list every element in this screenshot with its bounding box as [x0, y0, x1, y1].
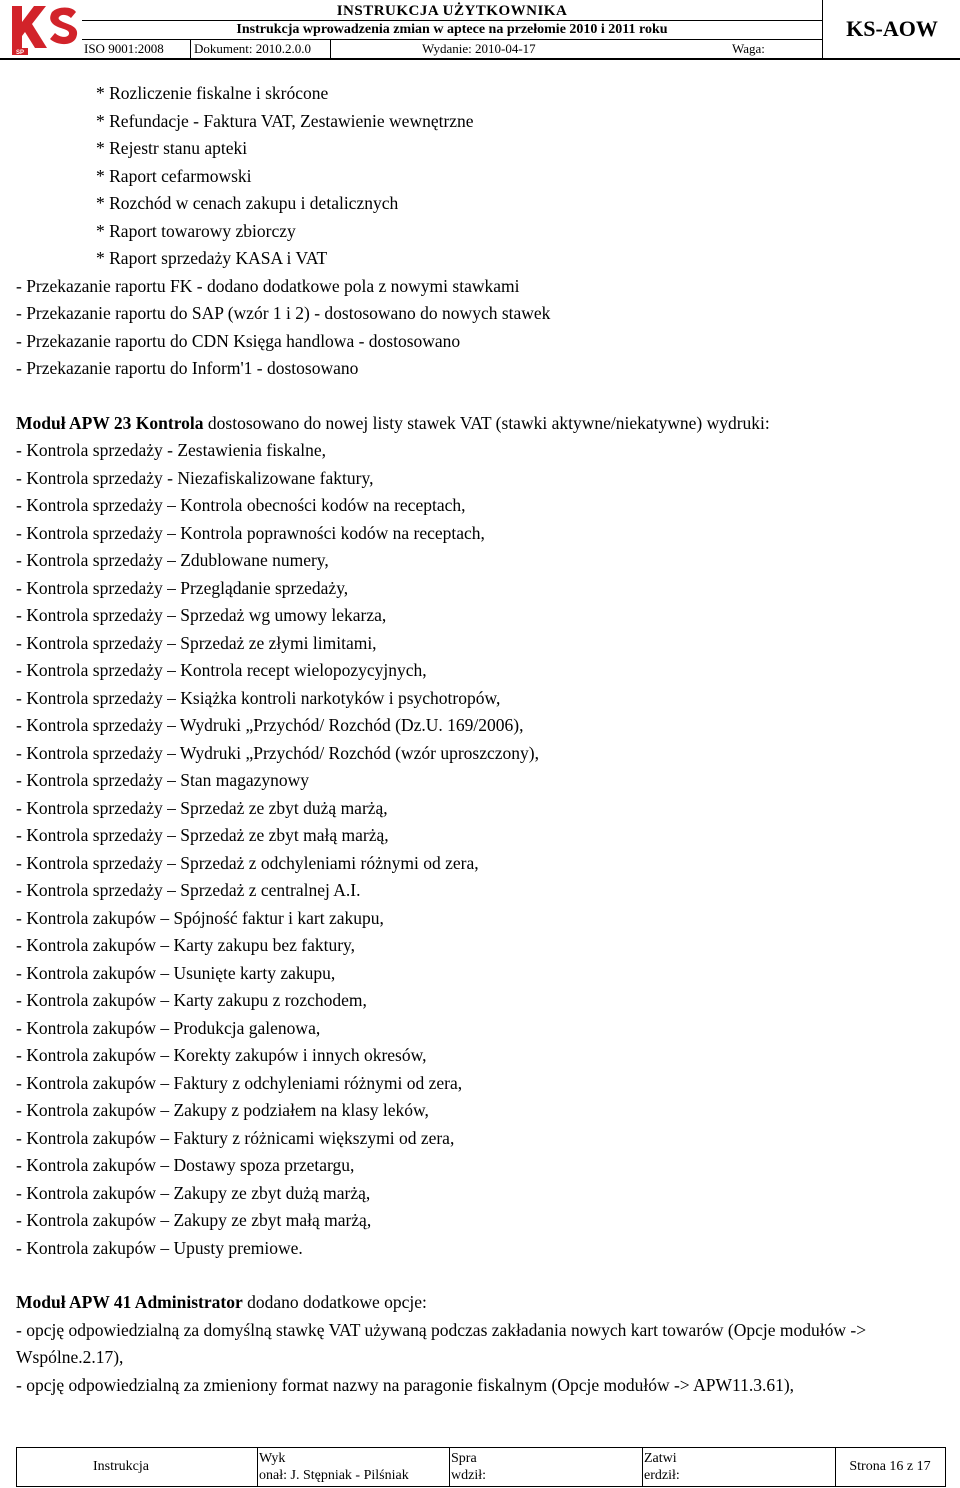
list-item: - Kontrola sprzedaży – Kontrola obecności kodów na receptach,	[16, 495, 466, 515]
document-body	[16, 80, 946, 1399]
apw23-description: dostosowano do nowej listy stawek VAT (stawki aktywne/niekatywne) wydruki:	[203, 412, 770, 433]
list-item: - Kontrola sprzedaży – Sprzedaż ze zbyt małą marżą,	[16, 825, 389, 845]
approver-label-line1: Zatwi	[644, 1451, 677, 1466]
list-item: * Raport towarowy zbiorczy	[96, 220, 296, 241]
list-item: - Kontrola sprzedaży – Sprzedaż z centralnej A.I.	[16, 880, 361, 900]
list-item: - Kontrola sprzedaży – Kontrola poprawności kodów na receptach,	[16, 522, 485, 543]
list-item: - Kontrola zakupów – Spójność faktur i kart zakupu,	[16, 907, 384, 928]
iso-label: ISO 9001:2008	[84, 41, 164, 56]
list-item: - Kontrola zakupów – Faktury z różnicami większymi od zera,	[16, 1127, 455, 1148]
apw41-description: dodano dodatkowe opcje:	[242, 1292, 427, 1312]
issue-date: Wydanie: 2010-04-17	[422, 41, 536, 56]
list-item: - Kontrola sprzedaży – Sprzedaż wg umowy lekarza,	[16, 605, 387, 625]
apw23-list	[16, 437, 946, 1262]
footer-author	[259, 1448, 449, 1488]
list-item: * Raport sprzedaży KASA i VAT	[96, 248, 328, 268]
apw41-heading	[16, 1289, 946, 1317]
list-item: - Kontrola zakupów – Upusty premiowe.	[16, 1237, 303, 1258]
page-footer	[16, 1447, 946, 1487]
list-item: - Przekazanie raportu do Inform'1 - dostosowano	[16, 358, 359, 378]
document-type-title: INSTRUKCJA UŻYTKOWNIKA	[336, 3, 568, 19]
document-number: Dokument: 2010.2.0.0	[194, 41, 311, 56]
list-item: - Kontrola sprzedaży – Sprzedaż ze zbyt dużą marżą,	[16, 797, 388, 818]
apw41-title: Moduł APW 41 Administrator	[16, 1292, 243, 1312]
weight-label: Waga:	[732, 41, 765, 56]
list-item: - opcję odpowiedzialną za domyślną stawkę VAT używaną podczas zakładania nowych kart towarów (Opcje modułów -> Wspólne.2.17),	[16, 1319, 867, 1367]
author-label-line1: Wyk	[259, 1451, 286, 1466]
list-item: - Kontrola sprzedaży – Sprzedaż z odchyleniami różnymi od zera,	[16, 852, 479, 873]
list-item: - Kontrola sprzedaży – Zdublowane numery,	[16, 550, 329, 570]
company-logo	[8, 2, 80, 56]
list-item: - Kontrola zakupów – Dostawy spoza przetargu,	[16, 1155, 355, 1175]
list-item: - Przekazanie raportu do CDN Księga handlowa - dostosowano	[16, 330, 461, 351]
list-item: - Kontrola zakupów – Zakupy ze zbyt małą marżą,	[16, 1210, 372, 1230]
document-subtitle: Instrukcja wprowadzenia zmian w aptece na przełomie 2010 i 2011 roku	[236, 22, 668, 37]
list-item: - opcję odpowiedzialną za zmieniony format nazwy na paragonie fiskalnym (Opcje modułów -> APW11.3.61),	[16, 1374, 795, 1395]
list-item: - Kontrola sprzedaży – Wydruki „Przychód/ Rozchód (Dz.U. 169/2006),	[16, 715, 524, 735]
list-item: * Refundacje - Faktura VAT, Zestawienie wewnętrzne	[96, 110, 474, 131]
apw23-title: Moduł APW 23 Kontrola	[16, 412, 204, 433]
list-item: - Kontrola zakupów – Produkcja galenowa,	[16, 1017, 321, 1038]
reviewer-label-line1: Spra	[451, 1451, 477, 1466]
list-item: - Kontrola sprzedaży - Zestawienia fiskalne,	[16, 440, 327, 460]
list-item: * Raport cefarmowski	[96, 165, 252, 186]
list-item: - Kontrola sprzedaży – Sprzedaż ze złymi limitami,	[16, 632, 377, 653]
report-list	[16, 80, 946, 273]
apw23-heading	[16, 410, 946, 438]
footer-document-label: Instrukcja	[93, 1459, 149, 1474]
page-number: Strona 16 z 17	[849, 1459, 931, 1474]
list-item: - Kontrola zakupów – Usunięte karty zakupu,	[16, 962, 336, 983]
list-item: - Kontrola sprzedaży – Przeglądanie sprzedaży,	[16, 577, 349, 598]
list-item: - Kontrola zakupów – Karty zakupu z rozchodem,	[16, 990, 367, 1010]
list-item: - Przekazanie raportu do SAP (wzór 1 i 2) - dostosowano do nowych stawek	[16, 303, 551, 323]
list-item: - Kontrola sprzedaży – Wydruki „Przychód/ Rozchód (wzór uproszczony),	[16, 742, 539, 763]
apw41-list	[16, 1317, 946, 1400]
footer-approver	[644, 1448, 834, 1488]
list-item: - Kontrola sprzedaży – Stan magazynowy	[16, 770, 310, 790]
list-item: - Kontrola sprzedaży – Kontrola recept wielopozycyjnych,	[16, 660, 427, 680]
document-code: KS-AOW	[822, 0, 960, 58]
list-item: * Rozchód w cenach zakupu i detalicznych	[96, 193, 399, 213]
list-item: - Kontrola zakupów – Korekty zakupów i innych okresów,	[16, 1045, 427, 1065]
ks-logo-icon	[8, 2, 80, 56]
export-list	[16, 273, 946, 383]
list-item: - Kontrola sprzedaży - Niezafiskalizowane faktury,	[16, 467, 374, 488]
reviewer-label-line2: wdził:	[451, 1468, 486, 1483]
list-item: - Kontrola zakupów – Zakupy z podziałem na klasy leków,	[16, 1100, 429, 1120]
approver-label-line2: erdził:	[644, 1468, 680, 1483]
author-label-line2: onał: J. Stępniak - Pilśniak	[259, 1468, 409, 1483]
list-item: * Rejestr stanu apteki	[96, 138, 248, 158]
footer-reviewer	[451, 1448, 641, 1488]
list-item: - Przekazanie raportu FK - dodano dodatkowe pola z nowymi stawkami	[16, 275, 520, 296]
list-item: - Kontrola zakupów – Faktury z odchyleniami różnymi od zera,	[16, 1072, 463, 1093]
list-item: - Kontrola zakupów – Karty zakupu bez faktury,	[16, 935, 356, 955]
list-item: * Rozliczenie fiskalne i skrócone	[96, 83, 329, 103]
page-header	[0, 0, 960, 60]
svg-text:SP: SP	[15, 50, 25, 56]
list-item: - Kontrola zakupów – Zakupy ze zbyt dużą marżą,	[16, 1182, 371, 1203]
document-meta-row	[82, 40, 822, 58]
list-item: - Kontrola sprzedaży – Książka kontroli narkotyków i psychotropów,	[16, 687, 501, 708]
